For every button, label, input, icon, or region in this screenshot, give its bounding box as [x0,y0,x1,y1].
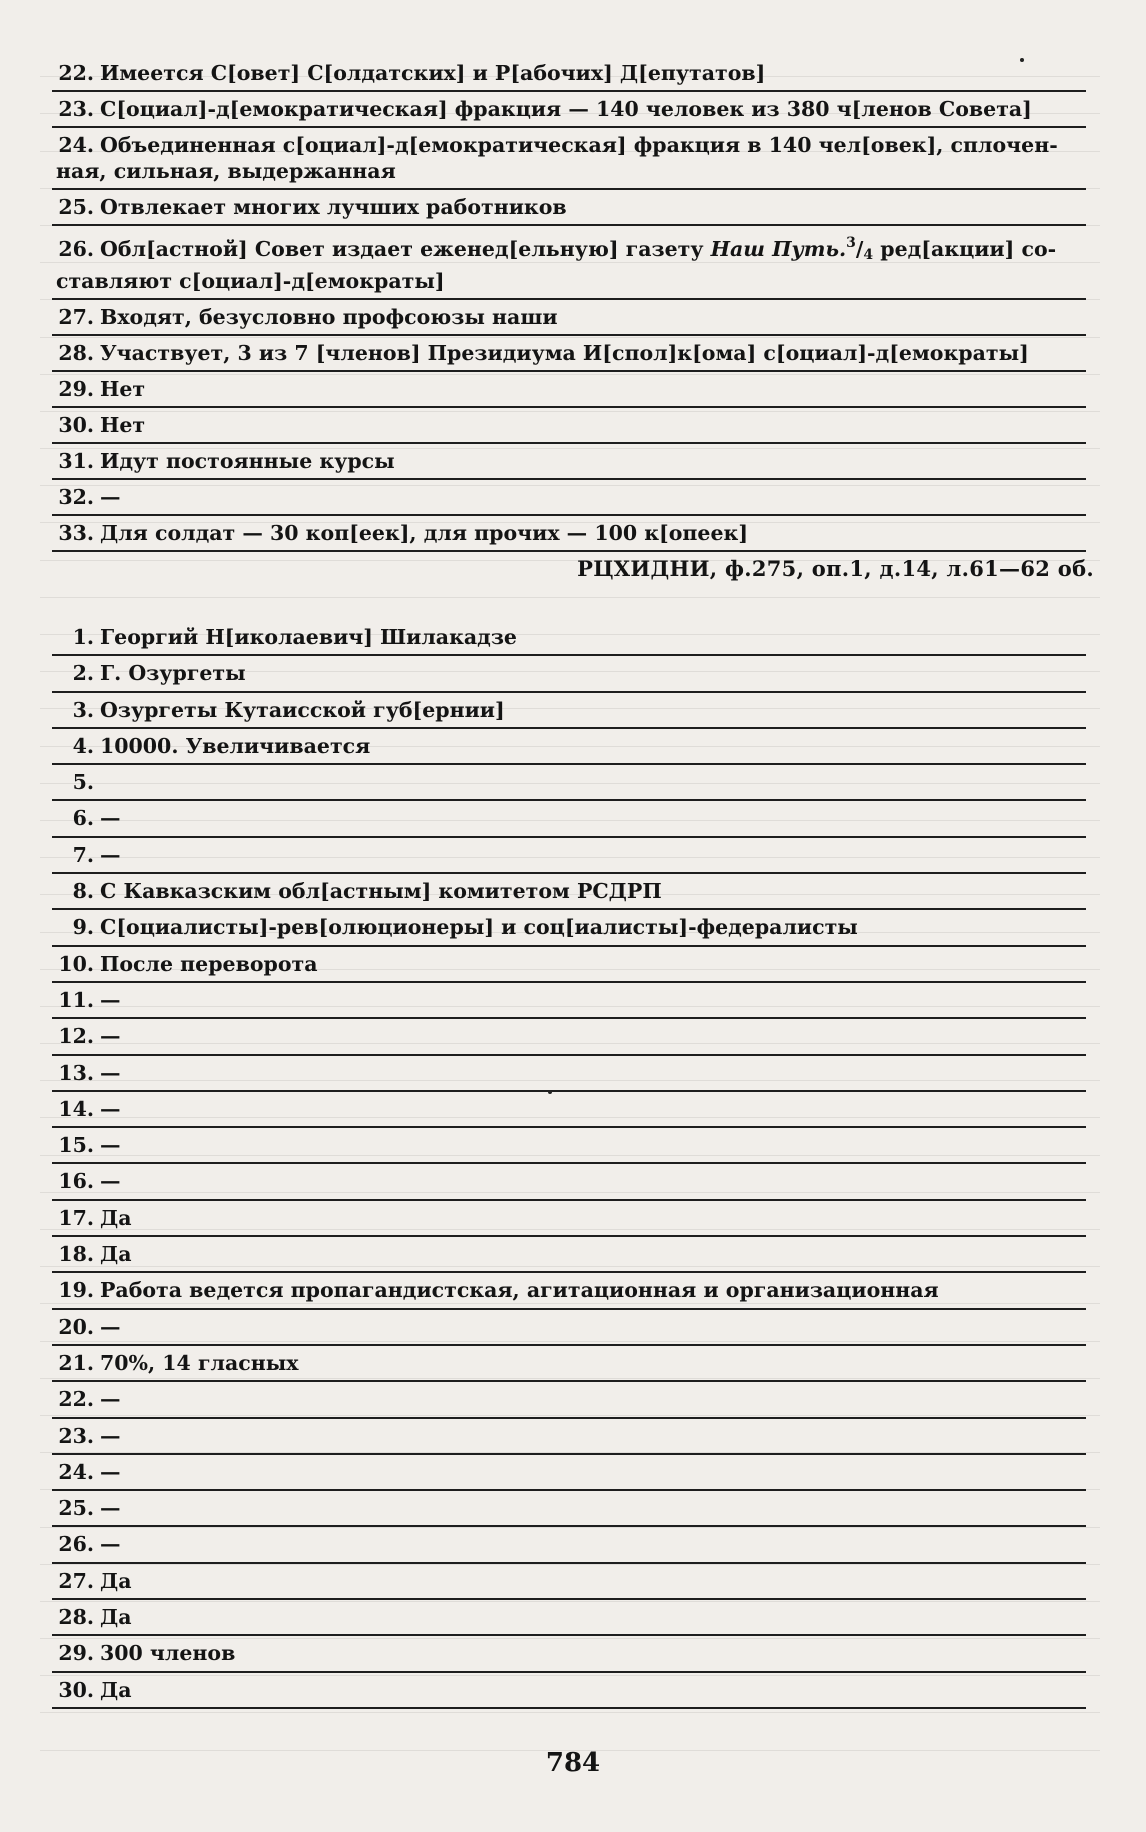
list-item: 31. Идут постоянные курсы [52,444,1086,480]
list-item: 8. С Кавказским обл[астным] комитетом РСДРП [52,874,1086,910]
list-item: 22. — [52,1382,1086,1418]
list-item: 28. Участвует, 3 из 7 [членов] Президиума И[спол]к[ома] с[оциал]-д[емократы] [52,336,1086,372]
list-item: 20. — [52,1310,1086,1346]
list-item: 15. — [52,1128,1086,1164]
list-item: 6. — [52,801,1086,837]
list-item: 24. — [52,1455,1086,1491]
list-item: 2. Г. Озургеты [52,656,1086,692]
list-item: 24. Объединенная с[оциал]-д[емократическая] фракция в 140 чел[овек], сплочен- ная, сильная, выдержанная [52,128,1086,190]
list-item: 1. Георгий Н[иколаевич] Шилакадзе [52,620,1086,656]
list-item: 26. — [52,1527,1086,1563]
print-speck [548,1090,552,1094]
list-item: 7. — [52,838,1086,874]
newspaper-title: Наш Путь. [710,237,847,261]
list-item: 28. Да [52,1600,1086,1636]
list-item: 11. — [52,983,1086,1019]
answers-block-1 [52,56,1086,552]
list-item: 26. Обл[астной] Совет издает еженед[ельную] газету Наш $Путь.^3/_4$ ред[акции] со- ставляют с[оциал]-д[емократы] [52,226,1086,300]
list-item: 5. [52,765,1086,801]
list-item: 19. Работа ведется пропагандистская, агитационная и организационная [52,1273,1086,1309]
list-item: 13. — [52,1056,1086,1092]
list-item: 18. Да [52,1237,1086,1273]
list-item: 30. Нет [52,408,1086,444]
archive-reference: РЦХИДНИ, ф.275, оп.1, д.14, л.61—62 об. [577,556,1094,581]
list-item: 17. Да [52,1201,1086,1237]
list-item: 25. Отвлекает многих лучших работников [52,190,1086,226]
list-item: 9. С[оциалисты]-рев[олюционеры] и соц[иалисты]-федералисты [52,910,1086,946]
bleed-line [40,1713,1100,1750]
list-item: 27. Да [52,1564,1086,1600]
list-item: 22. Имеется С[овет] С[олдатских] и Р[абочих] Д[епутатов] [52,56,1086,92]
list-item: 4. 10000. Увеличивается [52,729,1086,765]
print-speck [1020,58,1024,62]
answers-block-2 [52,620,1086,1709]
list-item: 27. Входят, безусловно профсоюзы наши [52,300,1086,336]
page-number: 784 [545,1748,601,1778]
list-item: 25. — [52,1491,1086,1527]
list-item: 23. — [52,1419,1086,1455]
list-item: 29. Нет [52,372,1086,408]
list-item: 32. — [52,480,1086,516]
list-item: 3. Озургеты Кутаисской губ[ернии] [52,693,1086,729]
list-item: 14. — [52,1092,1086,1128]
list-item: 33. Для солдат — 30 коп[еек], для прочих — 100 к[опеек] [52,516,1086,552]
list-item: 29. 300 членов [52,1636,1086,1672]
list-item: 21. 70%, 14 гласных [52,1346,1086,1382]
list-item: 23. С[оциал]-д[емократическая] фракция — 140 человек из 380 ч[ленов Совета] [52,92,1086,128]
list-item: 30. Да [52,1673,1086,1709]
list-item: 16. — [52,1164,1086,1200]
list-item: 12. — [52,1019,1086,1055]
list-item: 10. После переворота [52,947,1086,983]
